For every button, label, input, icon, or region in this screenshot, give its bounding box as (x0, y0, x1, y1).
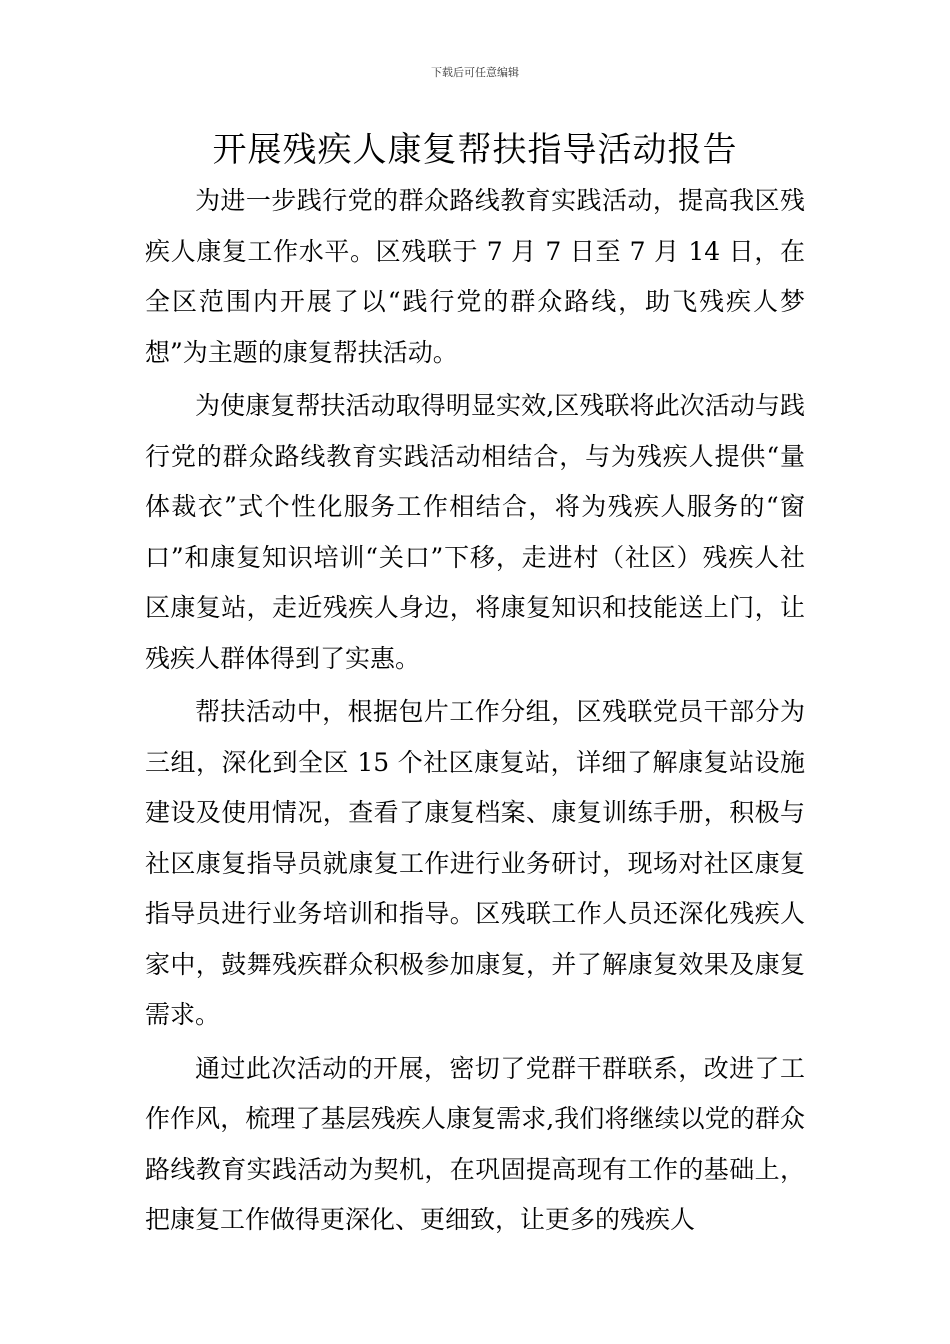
page-title: 开展残疾人康复帮扶指导活动报告 (212, 130, 738, 170)
paragraph-4: 通过此次活动的开展，密切了党群干群联系，改进了工作作风，梳理了基层残疾人康复需求,我们将继续以党的群众路线教育实践活动为契机，在巩固提高现有工作的基础上，把康复工作做得更深化、更细致，让更多的残疾人 (145, 1053, 805, 1234)
paragraph-3: 帮扶活动中，根据包片工作分组，区残联党员干部分为三组，深化到全区 15 个社区康复站，详细了解康复站设施建设及使用情况，查看了康复档案、康复训练手册，积极与社区康复指导员就康复工作进行业务研讨，现场对社区康复指导员进行业务培训和指导。区残联工作人员还深化残疾人家中，鼓舞残疾群众积极参加康复，并了解康复效果及康复需求。 (145, 697, 805, 1029)
header-note: 下载后可任意编辑 (431, 66, 519, 79)
paragraph-2: 为使康复帮扶活动取得明显实效,区残联将此次活动与践行党的群众路线教育实践活动相结合，与为残疾人提供“量体裁衣”式个性化服务工作相结合，将为残疾人服务的“窗口”和康复知识培训“关口”下移，走进村（社区）残疾人社区康复站，走近残疾人身边，将康复知识和技能送上门，让残疾人群体得到了实惠。 (145, 391, 805, 673)
document-body (145, 176, 805, 1246)
paragraph-1: 为进一步践行党的群众路线教育实践活动，提高我区残疾人康复工作水平。区残联于 7 月 7 日至 7 月 14 日，在全区范围内开展了以“践行党的群众路线，助飞残疾人梦想”为主题的康复帮扶活动。 (145, 186, 805, 367)
